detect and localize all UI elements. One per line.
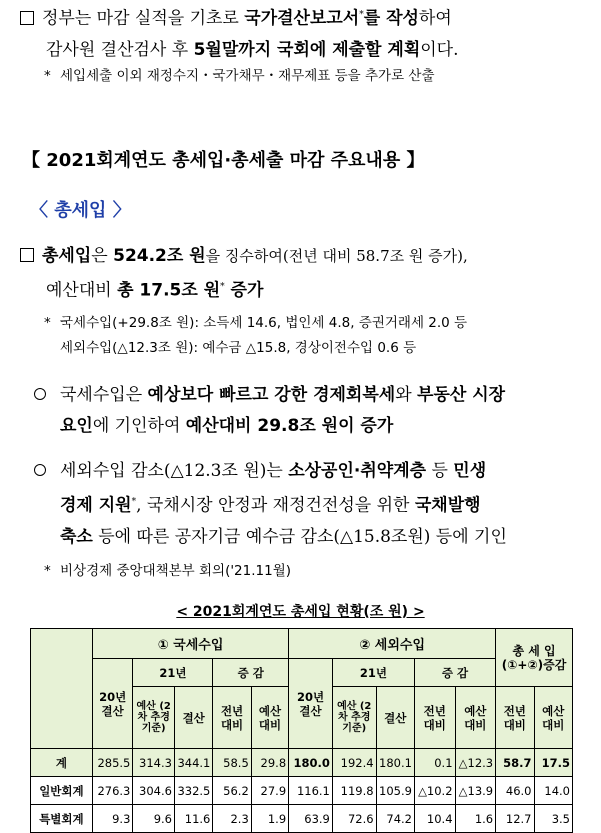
cell: 63.9 <box>289 805 333 833</box>
cell: 105.9 <box>376 777 414 805</box>
text: 등에 따른 공자기금 예수금 감소(△15.8조원) 등에 기인 <box>92 526 507 547</box>
text: 이다. <box>420 39 459 60</box>
circle-bullet-icon <box>34 388 46 400</box>
text-bold: 국가결산보고서 <box>244 8 360 29</box>
header-y21: 21년 <box>332 659 414 687</box>
cell: 116.1 <box>289 777 333 805</box>
footnote-text: 세외수입(△12.3조 원): 예수금 △15.8, 경상이전수입 0.6 등 <box>60 340 417 356</box>
asterisk-icon: * <box>44 68 51 84</box>
cell: 9.3 <box>92 805 133 833</box>
cell: 119.8 <box>332 777 376 805</box>
square-bullet-icon <box>20 248 34 262</box>
subsection-heading: 〈 총세입 〉 <box>30 200 131 221</box>
header-budget: 예산 (2차 추경기준) <box>332 687 376 749</box>
header-vs-prev: 전년 대비 <box>414 687 455 749</box>
cell: 11.6 <box>174 805 212 833</box>
asterisk-icon: * <box>44 315 51 331</box>
text: 에 기인하여 <box>92 416 186 436</box>
header-settlement: 결산 <box>174 687 212 749</box>
header-change: 증 감 <box>414 659 495 687</box>
cell: 17.5 <box>534 749 573 777</box>
revenue-table <box>30 628 573 833</box>
header-change: 증 감 <box>213 659 289 687</box>
cell: 29.8 <box>251 749 288 777</box>
footnote-text: 세입세출 이외 재정수지・국가채무・재무제표 등을 추가로 산출 <box>60 68 435 84</box>
text-bold: 부동산 시장 <box>417 385 506 405</box>
header-settlement: 결산 <box>376 687 414 749</box>
cell: 72.6 <box>332 805 376 833</box>
header-y20: 20년 결산 <box>92 659 133 749</box>
header-y20: 20년 결산 <box>289 659 333 749</box>
cell: △13.9 <box>455 777 496 805</box>
cell: 180.0 <box>289 749 333 777</box>
cell: 285.5 <box>92 749 133 777</box>
text-bold: 경제 지원 <box>60 495 132 516</box>
text-bold: 예상보다 빠르고 강한 경제회복세 <box>147 385 396 405</box>
cell: 344.1 <box>174 749 212 777</box>
footnote-mark: * <box>359 10 364 20</box>
paragraph-non-tax <box>34 459 594 550</box>
row-label: 특별회계 <box>31 805 93 833</box>
header-y21: 21년 <box>133 659 213 687</box>
text-bold: 524.2조 원 <box>113 246 206 266</box>
paragraph-report-plan <box>20 3 595 63</box>
table-row-total <box>31 749 573 777</box>
text-bold: 예산대비 29.8조 원이 증가 <box>185 416 394 436</box>
header-vs-budget: 예산 대비 <box>534 687 573 749</box>
circle-bullet-icon <box>34 464 46 476</box>
table-row-general <box>31 777 573 805</box>
text: 등 <box>426 461 454 481</box>
text-bold: 총 17.5조 원 <box>117 280 221 301</box>
text: 정부는 마감 실적을 기초로 <box>42 8 245 29</box>
footnote-text: 국세수입(+29.8조 원): 소득세 14.6, 법인세 4.8, 증권거래세 2.0 등 <box>60 315 468 331</box>
text: 을 징수하여(전년 대비 58.7조 원 증가), <box>205 247 468 265</box>
header-vs-budget: 예산 대비 <box>455 687 496 749</box>
cell: 314.3 <box>133 749 175 777</box>
header-total-change: 총 세 입 (①+②)증감 <box>496 629 573 687</box>
square-bullet-icon <box>20 11 34 25</box>
cell: 74.2 <box>376 805 414 833</box>
row-label: 일반회계 <box>31 777 93 805</box>
text-bold: 소상공인·취약계층 <box>288 461 427 481</box>
footnote-text: 비상경제 중앙대책본부 회의('21.11월) <box>60 563 292 579</box>
text-bold: 요인 <box>60 416 93 436</box>
footnote-meeting <box>44 560 291 582</box>
text: 하여 <box>418 8 452 29</box>
cell: △12.3 <box>455 749 496 777</box>
cell: 192.4 <box>332 749 376 777</box>
text-bold: 5월말까지 국회에 제출할 계획 <box>193 39 421 60</box>
text: , 국채시장 안정과 재정건전성을 위한 <box>136 495 415 516</box>
asterisk-icon: * <box>44 563 51 579</box>
cell: 180.1 <box>376 749 414 777</box>
cell: 10.4 <box>414 805 455 833</box>
cell: 58.7 <box>496 749 534 777</box>
header-vs-prev: 전년 대비 <box>213 687 251 749</box>
section-heading: 【 2021회계연도 총세입·총세출 마감 주요내용 】 <box>22 150 425 171</box>
header-vs-budget: 예산 대비 <box>251 687 288 749</box>
cell: 14.0 <box>534 777 573 805</box>
cell: 12.7 <box>496 805 534 833</box>
cell: △10.2 <box>414 777 455 805</box>
footnote-mark: * <box>220 282 225 292</box>
text: 예산대비 <box>46 280 118 301</box>
text-bold: 를 작성 <box>363 8 419 29</box>
cell: 3.5 <box>534 805 573 833</box>
footnote-report <box>44 65 434 87</box>
cell: 1.6 <box>455 805 496 833</box>
cell: 56.2 <box>213 777 251 805</box>
cell: 0.1 <box>414 749 455 777</box>
text: 은 <box>91 246 114 266</box>
footnote-mark: * <box>131 497 137 507</box>
table-caption: < 2021회계연도 총세입 현황(조 원) > <box>176 604 425 620</box>
text-bold: 축소 <box>60 526 93 547</box>
text: 와 <box>395 385 418 405</box>
cell: 27.9 <box>251 777 288 805</box>
cell: 58.5 <box>213 749 251 777</box>
table-row-special <box>31 805 573 833</box>
cell: 304.6 <box>133 777 175 805</box>
text-bold: 국채발행 <box>414 495 481 516</box>
cell: 276.3 <box>92 777 133 805</box>
text-bold: 총세입 <box>42 246 92 266</box>
text: 세외수입 감소(△12.3조 원)는 <box>60 461 289 481</box>
paragraph-national-tax <box>34 383 594 439</box>
header-non-tax: ② 세외수입 <box>289 629 496 659</box>
text-bold: 증가 <box>224 280 264 301</box>
cell: 2.3 <box>213 805 251 833</box>
cell: 332.5 <box>174 777 212 805</box>
row-label: 계 <box>31 749 93 777</box>
cell: 46.0 <box>496 777 534 805</box>
footnote-revenue-detail <box>44 312 467 359</box>
text-bold: 민생 <box>453 461 487 481</box>
cell: 9.6 <box>133 805 175 833</box>
header-budget: 예산 (2차 추경기준) <box>133 687 175 749</box>
text: 국세수입은 <box>60 385 148 405</box>
table-corner <box>31 629 93 749</box>
paragraph-total-revenue <box>20 244 595 304</box>
header-national-tax: ① 국세수입 <box>92 629 288 659</box>
text: 감사원 결산검사 후 <box>46 39 194 60</box>
header-vs-prev: 전년 대비 <box>496 687 534 749</box>
cell: 1.9 <box>251 805 288 833</box>
